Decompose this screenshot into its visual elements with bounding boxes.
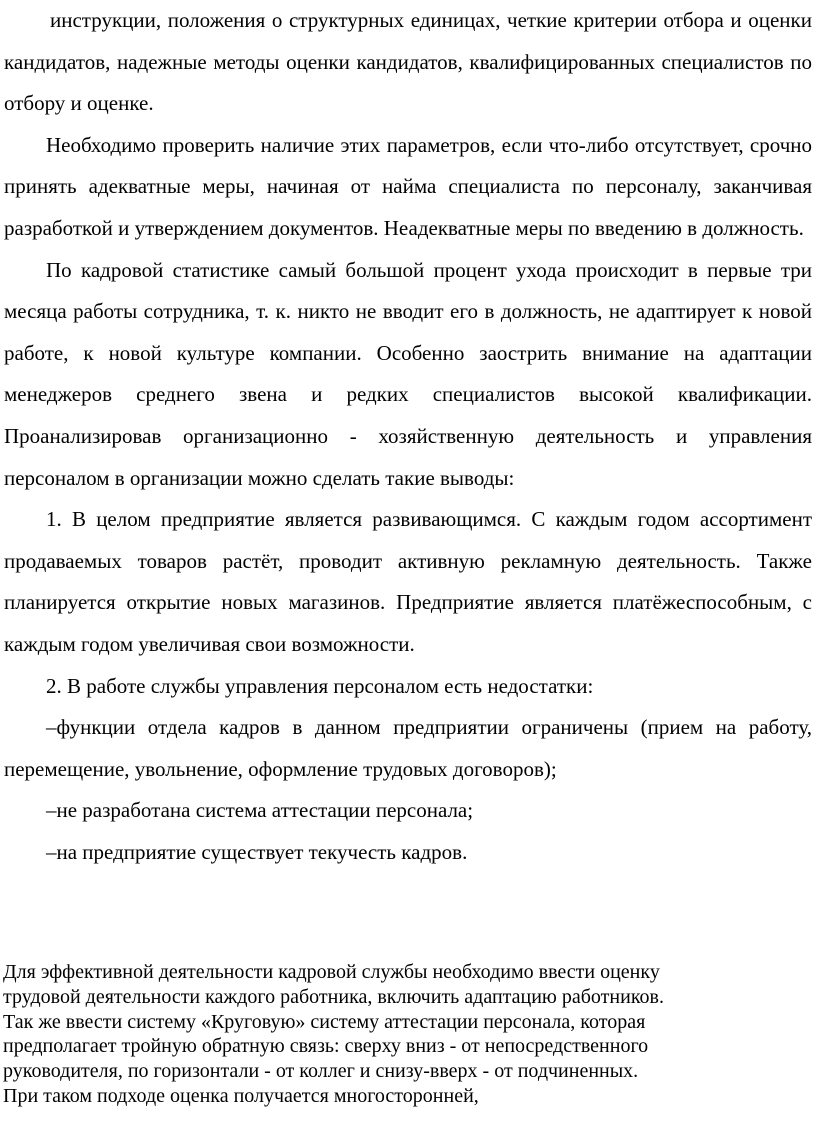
shortcoming-item-3: –на предприятие существует текучесть кадров. bbox=[46, 839, 468, 864]
conclusion-item-2: 2. В работе службы управления персоналом есть недостатки: bbox=[46, 673, 594, 698]
paragraph-hr-statistics: По кадровой статистике самый большой процент ухода происходит в первые три месяца работы сотрудника, т. к. никто не вводит его в должность, не адаптирует к новой работе, к новой культуре компании. Особенно заострить внимание на адаптации менеджеров среднего звена и редких специалистов высокой квалификации. Проанализировав организационно - хозяйственную деятельность и управления персоналом в организации можно сделать такие выводы: bbox=[4, 257, 812, 490]
recommendation-line: При таком подходе оценка получается многосторонней, bbox=[3, 1084, 479, 1107]
recommendation-line: трудовой деятельности каждого работника, включить адаптацию работников. bbox=[3, 985, 664, 1008]
recommendation-line: Так же ввести систему «Круговую» систему аттестации персонала, которая bbox=[3, 1010, 646, 1033]
recommendation-line: предполагает тройную обратную связь: сверху вниз - от непосредственного bbox=[3, 1035, 649, 1058]
recommendation-line: руководителя, по горизонтали - от коллег и снизу-вверх - от подчиненных. bbox=[3, 1060, 639, 1083]
shortcoming-item-1: –функции отдела кадров в данном предприятии ограничены (прием на работу, перемещение, увольнение, оформление трудовых договоров); bbox=[4, 715, 812, 781]
conclusion-item-1: 1. В целом предприятие является развивающимся. С каждым годом ассортимент продаваемых товаров растёт, проводит активную рекламную деятельность. Также планируется открытие новых магазинов. Предприятие является платёжеспособным, с каждым годом увеличивая свои возможности. bbox=[4, 507, 812, 656]
recommendation-block bbox=[3, 960, 813, 1109]
paragraph-parameters-check: Необходимо проверить наличие этих параметров, если что-либо отсутствует, срочно принять адекватные меры, начиная от найма специалиста по персоналу, заканчивая разработкой и утверждением документов. Неадекватные меры по введению в должность. bbox=[4, 132, 812, 240]
document-body bbox=[4, 0, 812, 873]
shortcoming-item-2: –не разработана система аттестации персонала; bbox=[46, 798, 474, 823]
recommendation-line: Для эффективной деятельности кадровой службы необходимо ввести оценку bbox=[3, 961, 660, 983]
paragraph-continuation: инструкции, положения о структурных единицах, четкие критерии отбора и оценки кандидатов, надежные методы оценки кандидатов, квалифицированных специалистов по отбору и оценке. bbox=[4, 8, 812, 116]
